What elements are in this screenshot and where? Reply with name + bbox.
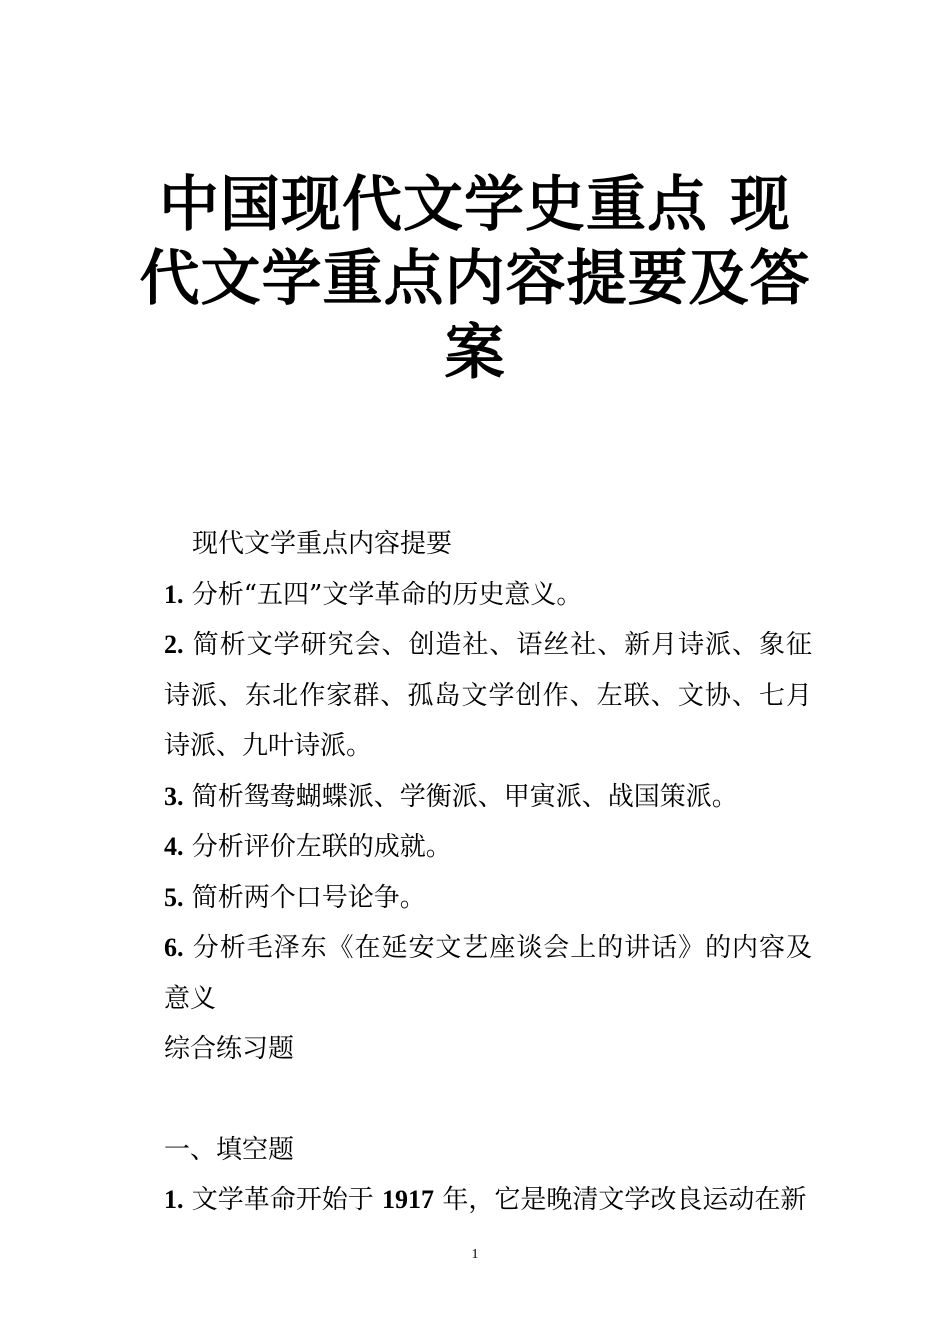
item-number: 3 — [164, 781, 177, 811]
document-body — [142, 519, 812, 1226]
item-text: 分析毛泽东《在延安文艺座谈会上的讲话》的内容及意义 — [164, 933, 812, 1014]
list-item: 3. 简析鸳鸯蝴蝶派、学衡派、甲寅派、战国策派。 — [164, 781, 738, 812]
list-item: 1. 文学革命开始于 1917 年，它是晚清文学改良运动在新 — [164, 1185, 807, 1215]
item-text: 简析两个口号论争。 — [191, 882, 426, 913]
exercises-heading: 综合练习题 — [164, 1034, 295, 1064]
item-text-after: 年，它是晚清文学改良运动在新 — [442, 1185, 807, 1215]
item-number: 4 — [164, 832, 177, 861]
list-item: 2. 简析文学研究会、创造社、语丝社、新月诗派、象征诗派、东北作家群、孤岛文学创作、左联、文协、七月诗派、九叶诗派。 — [164, 630, 812, 761]
item-number: 6 — [164, 933, 177, 962]
item-number: 2 — [164, 630, 177, 659]
item-text: 分析“五四”文学革命的历史意义。 — [191, 579, 583, 610]
spacer — [142, 1075, 812, 1125]
item-number: 1 — [164, 579, 177, 609]
item-text: 简析文学研究会、创造社、语丝社、新月诗派、象征诗派、东北作家群、孤岛文学创作、左联、文协、七月诗派、九叶诗派。 — [164, 630, 812, 761]
item-text: 简析鸳鸯蝴蝶派、学衡派、甲寅派、战国策派。 — [191, 781, 738, 812]
list-item: 4. 分析评价左联的成就。 — [164, 832, 452, 862]
item-number: 1 — [164, 1185, 177, 1214]
fill-blank-heading: 一、填空题 — [164, 1134, 295, 1165]
list-item: 6. 分析毛泽东《在延安文艺座谈会上的讲话》的内容及意义 — [164, 933, 812, 1014]
item-text: 分析评价左联的成就。 — [191, 832, 452, 862]
list-item: 5. 简析两个口号论争。 — [164, 882, 426, 913]
document-title: 中国现代文学史重点 现代文学重点内容提要及答案 — [139, 170, 811, 388]
page-number: 1 — [471, 1247, 479, 1262]
list-item: 1. 分析“五四”文学革命的历史意义。 — [164, 579, 583, 610]
item-year: 1917 — [382, 1185, 435, 1214]
item-number: 5 — [164, 882, 177, 912]
section-heading: 现代文学重点内容提要 — [192, 529, 453, 559]
item-text-before: 文学革命开始于 — [191, 1185, 374, 1215]
